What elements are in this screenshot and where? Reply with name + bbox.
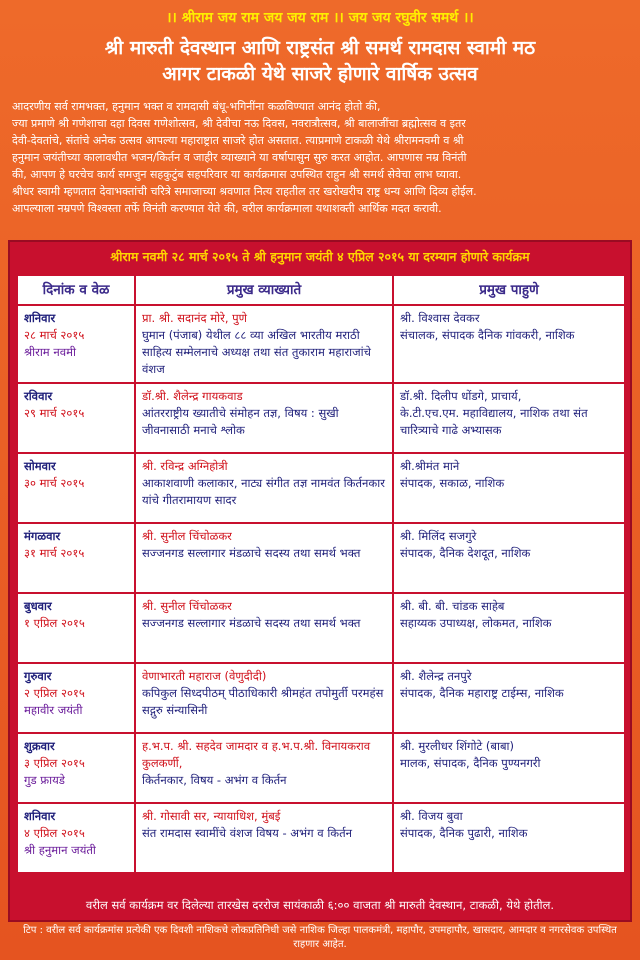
table-row [17,733,625,803]
intro-line: आदरणीय सर्व रामभक्त, हनुमान भक्त व रामदासी बंधू-भगिनींना कळविण्यात आनंद होतो की, [12,100,381,113]
speaker-cell [135,305,393,383]
day-name: शनिवार [24,809,56,823]
intro-line: आपल्याला नम्रपणे विश्वस्ता तर्फे विनंती करण्यात येते की, वरील कार्यक्रमाला यथाशक्ती आर्थिक मदत करावी. [12,202,442,215]
footer-note: वरील सर्व कार्यक्रम वर दिलेल्या तारखेस दररोज सायंकाळी ६:०० वाजता श्री मारुती देवस्थान, टाकळी, येथे होतील. [85,898,555,912]
speaker-name: प्रा. श्री. सदानंद मोरे, पुणे [142,311,247,325]
speaker-description: घुमान (पंजाब) येथील ८८ व्या अखिल भारतीय मराठी साहित्य सम्मेलनाचे अध्यक्ष तथा संत तुकाराम महाराजांचे वंशज [142,328,371,376]
speaker-description: सज्जनगड सल्लागार मंडळाचे सदस्य तथा समर्थ भक्त [142,616,361,630]
guest-description: मालक, संपादक, दैनिक पुण्यनगरी [400,756,541,770]
date-text: ३ एप्रिल २०१५ [24,756,85,770]
column-header-speaker: प्रमुख व्याख्याते [135,275,393,305]
guest-cell [393,453,625,523]
schedule-table [16,274,626,874]
date-cell [17,663,135,733]
guest-description: संपादक, सकाळ, नाशिक [400,476,505,490]
date-text: २९ मार्च २०१५ [24,406,85,420]
guest-description: संपादक, दैनिक पुढारी, नाशिक [400,826,528,840]
speaker-description: किर्तनकार, विषय - अभंग व किर्तन [142,773,287,787]
occasion: महावीर जयंती [24,703,83,717]
guest-cell [393,383,625,453]
day-name: बुधवार [24,599,52,613]
speaker-description: सज्जनगड सल्लागार मंडळाचे सदस्य तथा समर्थ भक्त [142,546,361,560]
speaker-name: श्री. रविन्द्र अग्निहोत्री [142,459,228,473]
tip-note: टिप : वरील सर्व कार्यक्रमांस प्रत्येकी एक दिवशी नाशिकचे लोकप्रतिनिधी जसे नाशिक जिल्हा पालकमंत्री, महापौर, उपमहापौर, खासदार, आमदार व नगरसेवक उपस्थित राहणार आहेत. [23,925,617,950]
day-name: मंगळवार [24,529,61,543]
day-name: सोमवार [24,459,56,473]
intro-text [12,98,628,217]
date-text: ४ एप्रिल २०१५ [24,826,85,840]
guest-cell [393,523,625,593]
speaker-description: संत रामदास स्वामींचे वंशज विषय - अभंग व किर्तन [142,826,353,840]
day-name: रविवार [24,389,53,403]
day-name: शुक्रवार [24,739,55,753]
schedule-panel [8,240,632,922]
date-cell [17,803,135,873]
intro-line: ज्या प्रमाणे श्री गणेशाचा दहा दिवस गणेशोत्सव, श्री देवीचा नऊ दिवस, नवरात्रौत्सव, श्री बालाजींचा ब्रह्मोत्सव व इतर [12,117,466,130]
speaker-description: कपिकुल सिध्दपीठम् पीठाधिकारी श्रीमहंत तपोमुर्ती परमहंस सद्गुरु संन्यासिनी [142,686,384,717]
date-text: २ एप्रिल २०१५ [24,686,85,700]
guest-cell [393,305,625,383]
guest-cell [393,733,625,803]
intro-line: श्रीधर स्वामी म्हणतात देवाभक्तांची चरित्रे समाजाच्या श्रवणात नित्य राहतील तर खरोखरीच राष्ट्र धन्य आणि दिव्य होईल. [12,185,477,198]
intro-line: देवी-देवतांचे, संतांचे अनेक उत्सव आपल्या महाराष्ट्रात साजरे होत असतात. त्याप्रमाणे टाकळी येथे श्रीरामनवमी व श्री [12,134,464,147]
intro-line: की, आपण हे घरचेच कार्य समजुन सहकुटुंब सहपरिवार या कार्यक्रमास उपस्थित राहुन श्री समर्थ सेवेचा लाभ घ्यावा. [12,168,462,181]
table-row [17,305,625,383]
date-text: १ एप्रिल २०१५ [24,616,85,630]
occasion: श्री हनुमान जयंती [24,843,96,857]
guest-name: श्री.श्रीमंत माने [400,459,460,473]
guest-description: संचालक, संपादक दैनिक गांवकरी, नाशिक [400,328,575,342]
date-text: ३० मार्च २०१५ [24,476,85,490]
speaker-name: श्री. सुनील चिंचोळकर [142,599,232,613]
speaker-name: ह.भ.प. श्री. सहदेव जामदार व ह.भ.प.श्री. विनायकराव कुलकर्णी, [142,739,371,770]
column-header-date: दिनांक व वेळ [17,275,135,305]
date-text: ३१ मार्च २०१५ [24,546,85,560]
table-row [17,523,625,593]
speaker-name: श्री. सुनील चिंचोळकर [142,529,232,543]
guest-description: संपादक, दैनिक महाराष्ट्र टाईम्स, नाशिक [400,686,564,700]
column-header-guest: प्रमुख पाहुणे [393,275,625,305]
occasion: श्रीराम नवमी [24,345,76,359]
guest-name: श्री. बी. बी. चांडक साहेब [400,599,505,613]
guest-name: श्री. शैलेन्द्र तनपुरे [400,669,472,683]
day-name: गुरुवार [24,669,52,683]
guest-description: के.टी.एच.एम. महाविद्यालय, नाशिक तथा संत चारित्र्याचे गाढे अभ्यासक [400,406,588,437]
guest-name: श्री. मिलिंद सजगुरे [400,529,477,543]
occasion: गुड फ्रायडे [24,773,65,787]
speaker-name: वेणाभारती महाराज (वेणुदीदी) [142,669,267,683]
title-line-2: आगर टाकळी येथे साजरे होणारे वार्षिक उत्सव [162,63,478,85]
speaker-cell [135,523,393,593]
speaker-cell [135,733,393,803]
table-row [17,593,625,663]
guest-cell [393,663,625,733]
table-row [17,663,625,733]
date-cell [17,593,135,663]
date-cell [17,453,135,523]
date-cell [17,305,135,383]
date-cell [17,523,135,593]
day-name: शनिवार [24,311,56,325]
tagline: ।। श्रीराम जय राम जय जय राम ।। जय जय रघुवीर समर्थ ।। [166,10,474,26]
date-cell [17,383,135,453]
speaker-cell [135,803,393,873]
speaker-cell [135,593,393,663]
speaker-description: आंतरराष्ट्रीय ख्यातीचे संमोहन तज्ञ, विषय : सुखी जीवनासाठी मनाचे श्लोक [142,406,339,437]
date-text: २८ मार्च २०१५ [24,328,85,342]
speaker-cell [135,663,393,733]
guest-description: सहाय्यक उपाध्यक्ष, लोकमत, नाशिक [400,616,552,630]
guest-name: श्री. विश्वास देवकर [400,311,480,325]
guest-cell [393,803,625,873]
speaker-name: डॉ.श्री. शैलेन्द्र गायकवाड [142,389,243,403]
guest-description: संपादक, दैनिक देशदूत, नाशिक [400,546,531,560]
table-row [17,383,625,453]
speaker-cell [135,383,393,453]
title-line-1: श्री मारुती देवस्थान आणि राष्ट्रसंत श्री समर्थ रामदास स्वामी मठ [104,37,536,59]
table-row [17,803,625,873]
speaker-description: आकाशवाणी कलाकार, नाट्य संगीत तज्ञ नामवंत किर्तनकार यांचे गीतरामायण सादर [142,476,385,507]
date-cell [17,733,135,803]
program-heading: श्रीराम नवमी २८ मार्च २०१५ ते श्री हनुमान जयंती ४ एप्रिल २०१५ या दरम्यान होणारे कार्यक्रम [110,249,530,264]
speaker-cell [135,453,393,523]
table-row [17,453,625,523]
guest-name: डॉ.श्री. दिलीप धोंडगे, प्राचार्य, [400,389,522,403]
intro-line: हनुमान जयंतीच्या कालावधीत भजन/किर्तन व जाहीर व्याख्याने या वर्षापासुन सुरु करत आहोत. आपणास नम्र विनंती [12,151,467,164]
guest-name: श्री. विजय बुवा [400,809,463,823]
guest-cell [393,593,625,663]
guest-name: श्री. मुरलीधर शिंगोटे (बाबा) [400,739,514,753]
speaker-name: श्री. गोसावी सर, न्यायाधिश, मुंबई [142,809,281,823]
